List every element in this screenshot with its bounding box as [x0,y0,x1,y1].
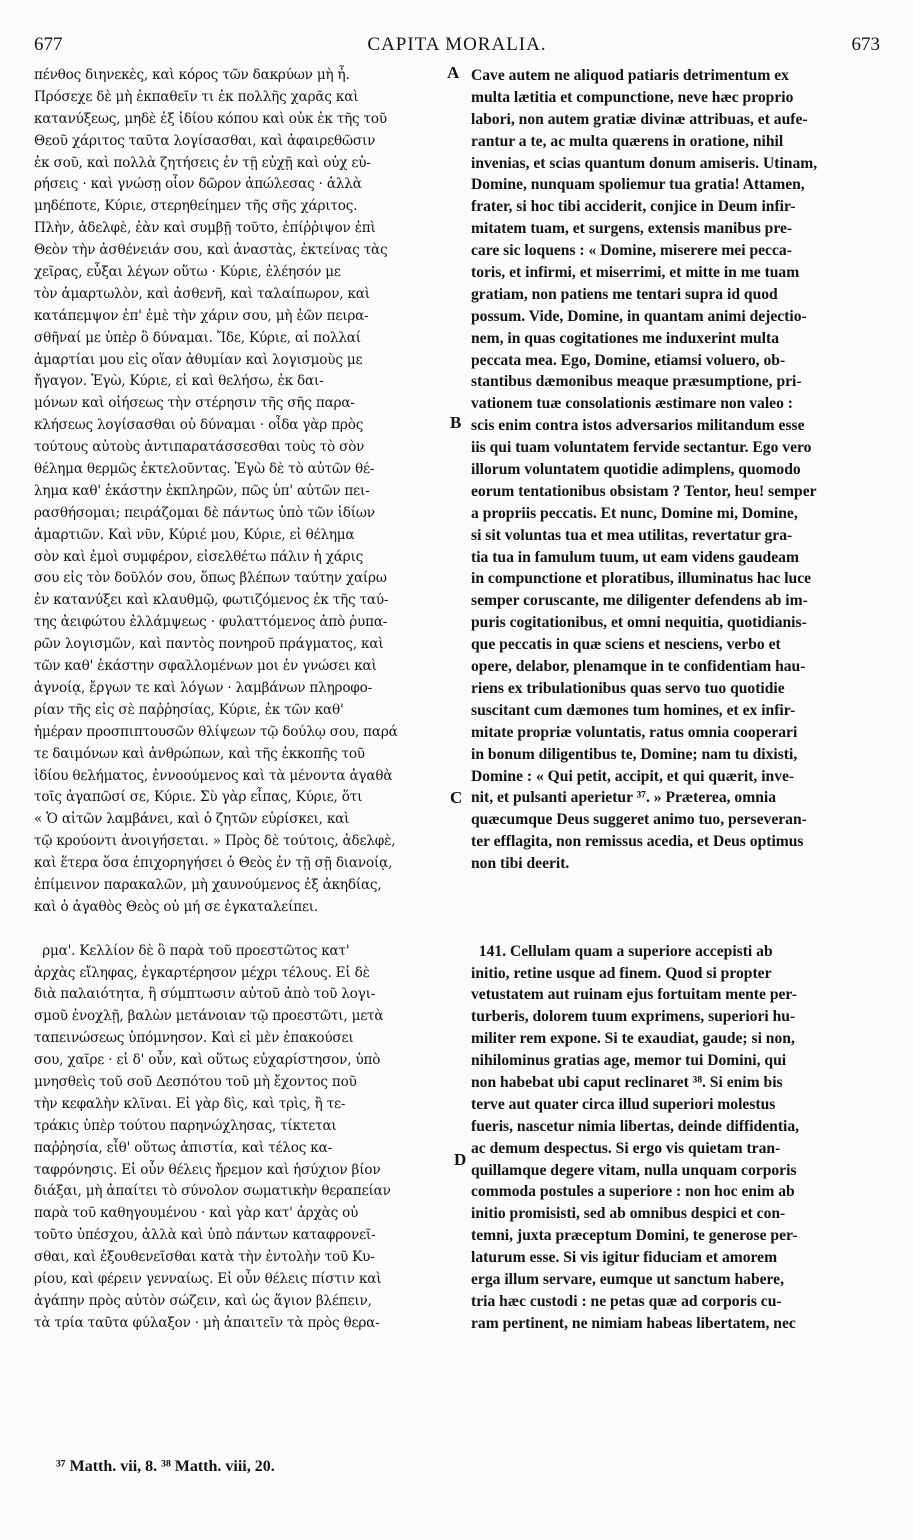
latin-text-line: stantibus dæmonibus meaque præsumptione, pri- [471,373,802,391]
greek-text-line: κατανύξεως, μηδὲ ἐξ ἰδίου κόπου καὶ οὐκ ἐκ τῆς τοῦ [34,110,387,127]
greek-text-line: ρμα'. Κελλίον δὲ ὃ παρὰ τοῦ προεστῶτος κατ' [34,942,350,959]
latin-text-line: labori, non autem gratiæ divinæ attribuas, et aufe- [471,110,808,128]
greek-column [34,65,466,1335]
greek-text-line: παῤῥησία, εἶθ' οὕτως ἀπιστία, καὶ τέλος κα- [34,1139,332,1156]
section-marker-c: C [450,788,463,807]
greek-text-line: τράκις ὑπὲρ τούτου παρηνώχλησας, τίκτεται [34,1117,337,1134]
greek-text-line: Θεοῦ χάριτος ταῦτα λογίσασθαι, καὶ ἀφαιρεθῶσιν [34,132,376,149]
latin-text-line [471,897,881,919]
latin-text-line: si sit voluntas tua et mea utilitas, revertatur gra- [471,526,793,544]
section-marker-d: D [454,1150,467,1169]
page-number-right: 673 [851,34,880,55]
greek-text-line: διὰ παλαιότητα, ἢ σύμπτωσιν αὐτοῦ ἀπὸ τοῦ λογι- [34,986,376,1003]
greek-text-line: ρῶν λογισμῶν, καὶ παντὸς πονηροῦ πράγματος, καὶ [34,636,384,653]
latin-text-line: non habebat ubi caput reclinaret ³⁸. Si enim bis [471,1073,783,1091]
greek-text-line: ἁμαρτιῶν. Καὶ νῦν, Κύριέ μου, Κύριε, εἰ θέλημα [34,526,355,543]
running-title: CAPITA MORALIA. [367,34,547,55]
latin-text-line: ac demum despectus. Si ergo vis quietam tran- [471,1139,781,1157]
greek-text-line: ἐκ σοῦ, καὶ πολλὰ ζητήσεις ἐν τῇ εὐχῇ καὶ οὐχ εὑ- [34,154,371,171]
latin-text-line: turberis, dolorem tuum exprimens, superiori hu- [471,1008,796,1026]
greek-text-line: μνησθεὶς τοῦ σοῦ Δεσπότου τοῦ μὴ ἔχοντος ποῦ [34,1073,357,1090]
greek-text-line: ἁμαρτίαι μου εἰς οἵαν ἀθυμίαν καὶ λογισμοὺς με [34,351,363,368]
latin-text-line: que peccatis in quæ sciens et nesciens, verbo et [471,636,781,654]
latin-text-line [471,919,881,941]
latin-text-line: scis enim contra istos adversarios militandum esse [471,417,805,435]
greek-text-line: σου, χαῖρε · εἰ δ' οὖν, καὶ οὕτως εὐχαρίστησον, ὑπὸ [34,1052,381,1069]
page-header [34,34,880,64]
latin-text-line: ter efflagita, non remissus acedia, et Deus optimus [471,833,804,851]
greek-text-line: μόνων καὶ οἰήσεως τὴν στέρησιν τῆς σῆς παρα- [34,395,355,412]
greek-text-line: της ἀειφώτου ἐλλάμψεως · φυλαττόμενος ἀπὸ ῥυπα- [34,614,388,631]
greek-text-line: σὸν καὶ ἐμοὶ συμφέρον, εἰσελθέτω πάλιν ἡ χάρις [34,548,364,565]
latin-text-line: 141. Cellulam quam a superiore accepisti ab [471,942,773,960]
greek-text-line: πένθος διηνεκὲς, καὶ κόρος τῶν δακρύων μὴ ἦ. [34,67,350,83]
greek-text-line: « Ὁ αἰτῶν λαμβάνει, καὶ ὁ ζητῶν εὑρίσκει, καὶ [34,811,350,828]
greek-text-line: Πλὴν, ἀδελφὲ, ἐὰν καὶ συμβῇ τοῦτο, ἐπίῤῥιψον ἐπὶ [34,220,376,237]
latin-text-line: nit, et pulsanti aperietur ³⁷. » Præterea, omnia [471,789,777,807]
greek-text-line: ταπεινώσεως ὑπόμνησον. Καὶ εἰ μὲν ἐπακούσει [34,1030,354,1047]
greek-text-line [34,919,466,941]
latin-text-line: initio, retine usque ad finem. Quod si propter [471,964,772,982]
page-number-left: 677 [34,34,63,55]
section-marker-b: B [450,413,462,432]
greek-text-line: τὰ τρία ταῦτα φύλαξον · μὴ ἀπαιτεῖν τὰ πρὸς θερα- [34,1314,380,1331]
greek-text-line: παρὰ τοῦ καθηγουμένου · καὶ γὰρ κατ' ἀρχὰς οὐ [34,1205,359,1222]
greek-text-line: σθῆναί με ὑπὲρ ὃ δύναμαι. Ἴδε, Κύριε, αἱ πολλαί [34,329,361,346]
latin-text-line: opere, delabor, plenamque in te confidentiam hau- [471,658,806,676]
latin-text-line: frater, si hoc tibi acciderit, conjice in Deum infir- [471,198,796,216]
greek-text-line: τοῦτο ὑπέσχου, ἀλλὰ καὶ ὑπὸ πάντων καταφρονεῖ- [34,1227,376,1244]
latin-text-line: Cave autem ne aliquod patiaris detrimentum ex [471,67,789,84]
greek-text-line: τῶν καθ' ἑκάστην σφαλλομένων μοι ἐν γνώσει καὶ [34,658,377,675]
latin-text-line: nihilominus gratias age, memor tui Domini, qui [471,1052,787,1070]
greek-text-line: κατάπεμψον ἐπ' ἐμὲ τὴν χάριν σου, μὴ ἐῶν πειρα- [34,307,369,324]
greek-text-line: σθαι, καὶ ἐξουθενεῖσθαι κατὰ τὴν ἐντολὴν τοῦ Κυ- [34,1249,375,1266]
latin-text-line [471,875,881,897]
greek-text-line: ρίαν τῆς εἰς σὲ παῤῥησίας, Κύριε, ἐκ τῶν καθ' [34,701,344,718]
latin-text-line: in bonum diligentibus te, Domine; nam tu dixisti, [471,745,798,763]
latin-text-line: possum. Vide, Domine, in quantam animi dejectio- [471,307,807,325]
greek-text-line: κλήσεως λογίσασθαι οὐ δύναμαι · οἶδα γὰρ πρὸς [34,417,364,434]
greek-text-line: ἤγαγον. Ἐγὼ, Κύριε, εἰ καὶ θελήσω, ἐκ δαι- [34,373,324,390]
latin-text-line: semper coruscante, me diligenter defendens ab im- [471,592,808,610]
greek-text-line: ρίου, καὶ φέρειν γενναίως. Εἰ οὖν θέλεις πίστιν καὶ [34,1270,382,1287]
latin-text-line: eorum tentationibus obsistam ? Tentor, heu! semper [471,482,817,500]
greek-text-line: ρήσεις · καὶ γνώσῃ οἷον δῶρον ἀπώλεσας · ἀλλὰ [34,176,362,193]
greek-text-line: σου εἰς τὸν δοῦλόν σου, ὅπως βλέπων ταύτην χαίρω [34,570,387,587]
greek-text-line: τῷ κρούοντι ἀνοιγήσεται. » Πρὸς δὲ τούτοις, ἀδελφὲ, [34,833,396,850]
greek-text-line: θέλημα θερμῶς ἐκτελοῦντας. Ἐγὼ δὲ τὸ αὐτῶν θέ- [34,461,375,478]
greek-text-line: ἀγνοίᾳ, ἔργων τε καὶ λόγων · λαμβάνων πληροφο- [34,679,372,696]
latin-text-line: quillamque degere vitam, nulla unquam corporis [471,1161,797,1179]
latin-text-line: suscitant cum dæmones tum homines, et ex infir- [471,701,796,719]
latin-text-line: nem, in quas cogitationes me induxerint multa [471,329,779,347]
latin-text-line: Domine, nunquam spoliemur tua gratia! Attamen, [471,176,805,194]
greek-text-line: τοῖς ἀγαπῶσί σε, Κύριε. Σὺ γὰρ εἶπας, Κύριε, ὅτι [34,789,363,806]
latin-text-line: vetustatem aut ruinam ejus fortuitam mente per- [471,986,797,1004]
latin-text-line: tria hæc custodi : ne petas quæ ad corporis cu- [471,1292,782,1310]
latin-text-line: in compunctione et ploratibus, illuminatus hac luce [471,570,812,588]
latin-text-line: multa lætitia et compunctione, neve hæc proprio [471,88,794,106]
latin-text-line: quæcumque Deus suggeret animo tuo, perseveran- [471,811,807,829]
footnotes: ³⁷ Matth. vii, 8. ³⁸ Matth. viii, 20. [56,1458,275,1475]
greek-text-line: ἐν κατανύξει καὶ κλαυθμῷ, φωτιζόμενος ἐκ τῆς ταύ- [34,592,389,609]
greek-text-line: τὴν κεφαλὴν κλῖναι. Εἰ γὰρ δὶς, καὶ τρὶς, ἢ τε- [34,1095,346,1112]
latin-text-line: care sic loquens : « Domine, miserere mei pecca- [471,242,792,260]
latin-text-line: initio promisisti, sed ab omnibus despici et con- [471,1205,786,1223]
greek-text-line: ἀγάπην πρὸς αὐτὸν σώζειν, καὶ ὡς ἅγιον βλέπειν, [34,1292,372,1309]
greek-text-line: ἀρχὰς εἴληφας, ἐγκαρτέρησον μέχρι τέλους. Εἰ δὲ [34,964,370,981]
latin-text-line: illorum voluntatem quotidie adimplens, quomodo [471,461,801,479]
latin-text-line: a propriis peccatis. Et nunc, Domine mi, Domine, [471,504,798,522]
greek-text-line: τε δαιμόνων καὶ ἀνθρώπων, καὶ τῆς ἐκκοπῆς τοῦ [34,745,365,762]
latin-text-line: non tibi deerit. [471,855,570,873]
greek-text-line: ἐπίμεινον παρακαλῶν, μὴ χαυνούμενος ἐξ ἀκηδίας, [34,876,382,893]
latin-text-line: Domine : « Qui petit, accipit, et qui quærit, inve- [471,767,795,785]
greek-text-line: τούτους αὐτοὺς ἀντιπαρατάσσεσθαι τοὺς τὸ σὸν [34,439,365,456]
latin-text-line: temni, juxta præceptum Domini, te generose per- [471,1227,798,1245]
latin-text-line: terve aut quater circa illud superiori molestus [471,1095,776,1113]
greek-text-line: ταφρόνησις. Εἰ οὖν θέλεις ἤρεμον καὶ ἡσύχιον βίον [34,1161,381,1178]
latin-column [471,65,881,1335]
greek-text-line: καὶ ἕτερα ὅσα ἐπιχορηγήσει ὁ Θεὸς ἐν τῇ σῇ διανοίᾳ, [34,855,393,872]
greek-text-line: Θεὸν τὴν ἀσθένειάν σου, καὶ ἀναστὰς, ἐκτείνας τὰς [34,242,388,259]
latin-text-line: mitate propriæ voluntatis, ratus omnia cooperari [471,723,798,741]
greek-text-line: λημα καθ' ἑκάστην ἐκπληρῶν, πῶς ὑπ' αὐτῶν πει- [34,482,370,499]
greek-text-line: ἡμέραν προσπιπτουσῶν θλίψεων τῷ δούλῳ σου, παρά [34,723,398,740]
latin-text-line: ram pertinent, ne nimiam habeas libertatem, nec [471,1314,796,1332]
latin-text-line: gratiam, non patiens me tentari supra id quod [471,285,778,303]
latin-text-line: toris, et infirmi, et miserrimi, et mitte in me tuam [471,264,800,282]
greek-text-line: τὸν ἁμαρτωλὸν, καὶ ἀσθενῆ, καὶ ταλαίπωρον, καὶ [34,285,370,302]
latin-text-line: mitatem tuam, et surgens, extensis manibus pre- [471,220,793,238]
greek-text-line: καὶ ὁ ἀγαθὸς Θεὸς οὐ μή σε ἐγκαταλείπει. [34,898,319,915]
latin-text-line: fueris, nascetur nimia libertas, deinde diffidentia, [471,1117,800,1135]
latin-text-line: militer rem expone. Si te exaudiat, gaude; si non, [471,1030,795,1048]
latin-text-line: commoda postules a superiore : non hoc enim ab [471,1183,795,1201]
latin-text-line: vationem tuæ consolationis æstimare non valeo : [471,395,793,413]
greek-text-line: σμοῦ ἐνοχλῇ, βαλὼν μετάνοιαν τῷ προεστῶτι, μετὰ [34,1008,384,1025]
latin-text-line: riens ex tribulationibus quas servo tuo quotidie [471,679,785,697]
latin-text-line: erga illum servare, eumque ut sanctum habere, [471,1270,785,1288]
latin-text-line: invenias, et scias quantum donum amiseris. Utinam, [471,154,818,172]
latin-text-line: iis qui tuam voluntatem fervide sectantur. Ego vero [471,439,812,457]
latin-text-line: peccata mea. Ego, Domine, etiamsi voluero, ob- [471,351,786,369]
greek-text-line: διάξαι, μὴ ἀπαίτει τὸ σύνολον σωματικὴν θεραπείαν [34,1183,391,1200]
greek-text-line: ἰδίου θελήματος, ἐννοούμενος καὶ τὰ μένοντα ἀγαθὰ [34,767,393,784]
latin-text-line: tia tua in famulum tuum, ut eam videns gaudeam [471,548,799,566]
latin-text-line: rantur a te, ac multa quærens in oratione, nihil [471,132,784,150]
latin-text-line: laturum esse. Si vis igitur fiduciam et amorem [471,1249,778,1267]
greek-text-line: χεῖρας, εὖξαι λέγων οὕτω · Κύριε, ἐλέησόν με [34,264,341,281]
greek-text-line: Πρόσεχε δὲ μὴ ἐκπαθεῖν τι ἐκ πολλῆς χαρᾶς καὶ [34,88,359,105]
greek-text-line: ρασθήσομαι; πειράζομαι δὲ πάντως ὑπὸ τῶν ἰδίων [34,504,375,521]
latin-text-line: puris cogitationibus, et omni nequitia, quotidianis- [471,614,807,632]
greek-text-line: μηδέποτε, Κύριε, στερηθείημεν τῆς σῆς χάριτος. [34,198,358,215]
section-marker-a: A [447,63,460,82]
